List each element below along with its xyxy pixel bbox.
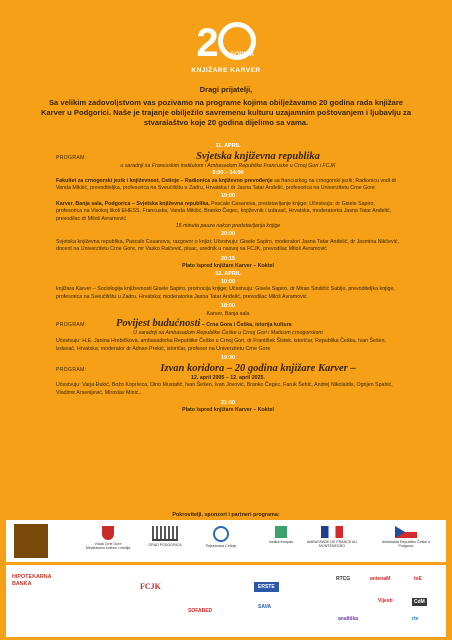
- building-icon: [152, 526, 178, 541]
- day1-title-row: [56, 151, 400, 163]
- time: 20:15: [220, 255, 236, 262]
- event-text: Svjetska književna republika, Pascale Casanova, razgovor o knjizi; Učestvuju: Gisele Sapiro, moderatori Jasna Tatar Anđelić, dr Jasmina Nikčević, docent na Univerzitetu Crne Gore, mr Vasko Raičević, pisac, urednik u nasvoj na FCJK, prevodilac Miloš Avramović: [56, 238, 399, 253]
- event-text: Karver, Banja sala, Podgorica – Svjetska književna republika, Pascale Casanova, predstavljanje knjige; Učestvuju: dr Gisele Sapiro, profesorica na Visokoj školi EHESS, Francuska, Vanda Mikšić, Branko Čegec, književnik i izdavač, Hrvatska, moderatorka Jasna Tatar Anđelić, prevodilac dr Miloš Avramović: [56, 200, 392, 222]
- program: [56, 143, 400, 415]
- greeting: Dragi prijatelji,: [199, 85, 253, 94]
- day2-date: 12. APRIL: [215, 270, 241, 277]
- intro: [40, 85, 412, 128]
- plato: Plato ispred knjižare Karver – Koktel: [182, 263, 274, 270]
- day1-title: Svjetska književna republika: [196, 150, 320, 162]
- logo-cetinje: Prijestonica Cetinje: [196, 526, 246, 548]
- time: 18:00: [220, 303, 236, 310]
- logo-amb-cz: Ambasada Republike Češke u Podgorici: [374, 526, 438, 548]
- day1-subtitle: u saradnji sa Francuskim institutom i Ambasadom Republike Francuske u Crnoj Gori i FCJK: [120, 162, 336, 169]
- time: 10:00: [220, 278, 236, 285]
- logo-rtv: rtv: [412, 616, 419, 622]
- logo-sofabed: SOFABED: [188, 608, 213, 614]
- logo-rtcg: RTCG: [336, 576, 351, 582]
- logo-tve: tvE: [414, 576, 422, 582]
- plato: Plato ispred knjižare Karver – Koktel: [182, 407, 274, 414]
- program-label: PROGRAM:: [56, 322, 87, 329]
- logo-institut: Institut français: [256, 526, 306, 544]
- break-note: 15 minuta pauze nakon predstavljanja knjige: [175, 223, 281, 230]
- program-label: PROGRAM:: [56, 154, 87, 161]
- flag-fr-icon: [321, 526, 343, 538]
- logo-antena: antenaM: [370, 576, 391, 582]
- flag-cz-icon: [395, 526, 417, 538]
- time: 21:00: [220, 399, 236, 406]
- logo-number: 2: [0, 22, 452, 61]
- logo-sava: SAVA: [258, 604, 272, 610]
- logo-hipotekarna: HIPOTEKARNA BANKA: [12, 574, 52, 587]
- seal-icon: [213, 526, 229, 542]
- logo-analitika: analitika: [338, 616, 359, 622]
- time: 19:30: [220, 355, 236, 362]
- day2-title2-row: [56, 363, 400, 375]
- logo-amb-fr: AMBASSADE DE FRANCE AU MONTÉNÉGRO: [302, 526, 362, 548]
- logo-fcjk: FCJK: [140, 582, 161, 591]
- time: 20:00: [220, 230, 236, 237]
- logo-grad: GRAD PODGORICA: [140, 526, 190, 547]
- anniversary-logo: [0, 22, 452, 74]
- shield-icon: [102, 526, 114, 540]
- logo-name: KNJIŽARE KARVER: [191, 67, 261, 74]
- logo-cdm: CdM: [414, 599, 425, 605]
- logo-erste: ERSTE: [254, 582, 279, 592]
- time: 19:00: [220, 192, 236, 199]
- event-text: Učestvuju: H.E. Janina Hrebičkova, ambasadorka Republike Češke u Crnoj Gori, dr František Šistek, istoričar, Republika Češka, Ivan Šešen, izdavač, Hrvatska; moderator dr Adnan Prekić, istoričar, profesor na Univerzitetu Crne Gore: [56, 338, 387, 352]
- event-text: Učestvuju: Varja Đukić, Božo Koprivica, Dino Mustafić, Ivan Šešen, Ivan Jovović, Branko Čegec, Faruk Šehić, Andrej Nikolaidis, Ognjen Spahić, Vladimir Arsenijević, Miroslav Minić...: [56, 382, 393, 397]
- square-icon: [275, 526, 287, 538]
- sponsors-heading: Pokrovitelji, sponzori i partneri programa:: [172, 512, 280, 518]
- day2-title: Povijest budućnosti: [116, 318, 201, 330]
- program-label: PROGRAM:: [56, 366, 87, 373]
- event-text: knjižara Karver – Sociologija književnosti Gisele Sapiro, promocija knjige; Učestvuju: Gisele Sapiro, dr Miran Sindičić Sabljo, prevoditeljka knjige, profesorica na Sveučilištu u Zadru, Hrvatska; moderatorka Jasna Tatar Anđelić, prevodilac Miloš Avramović: [56, 286, 395, 300]
- event-text: Fakultet za crnogorski jezik i književnost, Cetinje – Radionica za književno prevođenje sa francuskog na crnogorski jezik; Radionicu vodi dr Vanda Mikšić, prevoditeljka, profesorica na Sveučilištu u Zadru, Hrvatska i dr Jasna Tatar Anđelić, profesorica na Univerzitetu Crne Gore: [56, 177, 397, 192]
- logo-vlada: Vlada Crne Gore Ministarstvo kulture i medija: [78, 526, 138, 550]
- day2-title2: Izvan koridora – 20 godina knjižare Karver –: [160, 362, 356, 374]
- logo-years: GODINA: [230, 52, 254, 58]
- date-range: 12. april 2005 – 12. april 2025.: [191, 374, 265, 381]
- day2-title-row: PROGRAM: Povijest budućnosti – Crna Gora i Češka, istorija kultura: [56, 318, 292, 330]
- venue: Karver, Banja sala: [206, 310, 250, 317]
- intro-text: Sa velikim zadovoljstvom vas pozivamo na programe kojima obilježavamo 20 godina rada knjižare Karver u Podgorici. Naše je trajanje obilježilo savremenu kulturu uzajamnim poštovanjem i ljubavlju za stvaralaštvo koje 20 godina dijelimo sa vama.: [40, 98, 412, 127]
- time: 9:00 – 14:00: [212, 170, 244, 177]
- karver-logo-icon: [14, 524, 48, 558]
- logo-vijesti: Vijesti: [378, 598, 393, 604]
- day2-subtitle: U saradnji sa Ambasadom Republike Češke u Crnoj Gori i Maticom crnogorskom: [133, 330, 323, 337]
- day1-date: 11. APRIL: [215, 143, 241, 149]
